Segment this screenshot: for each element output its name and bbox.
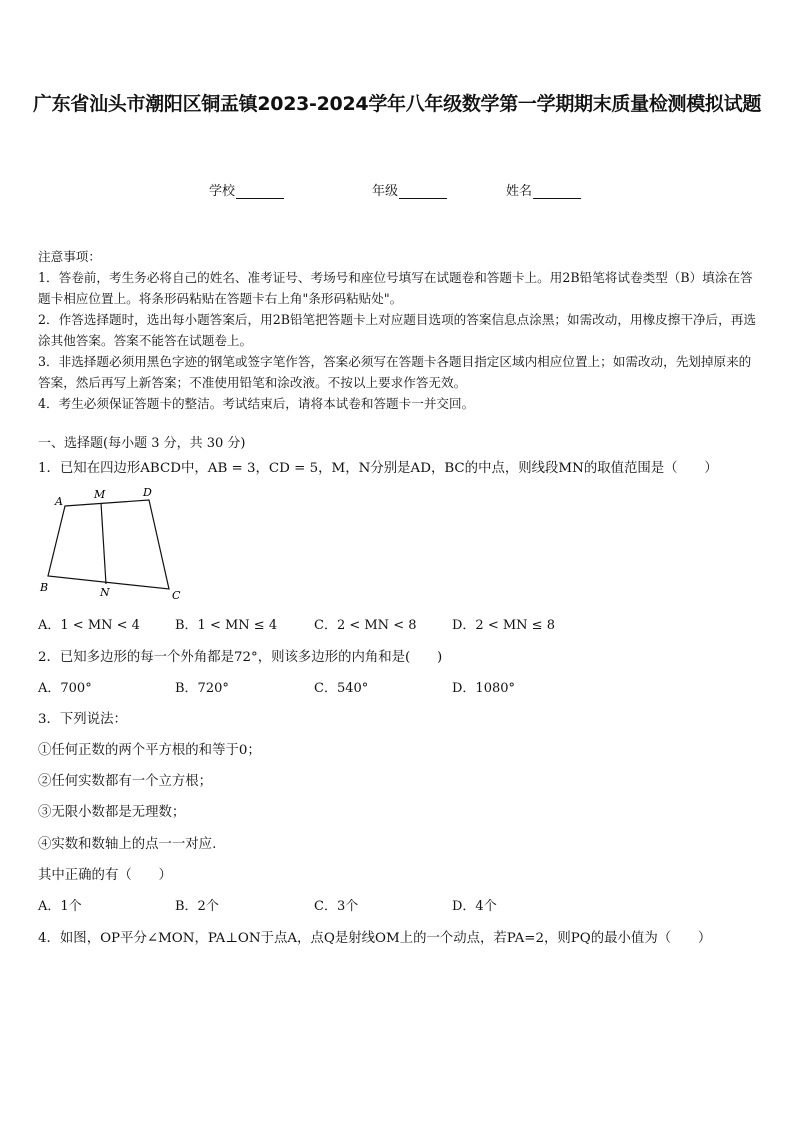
- exam-notes: [38, 246, 758, 414]
- question-4-text: 4．如图，OP平分∠MON，PA⊥ON于点A，点Q是射线OM上的一个动点，若PA=2，则PQ的最小值为（ ）: [38, 931, 712, 946]
- exam-title: 广东省汕头市潮阳区铜盂镇2023-2024学年八年级数学第一学期期末质量检测模拟试题: [32, 93, 762, 115]
- name-field[interactable]: [506, 180, 581, 199]
- q3-statement-3: ③无限小数都是无理数；: [38, 805, 186, 820]
- grade-label: 年级: [372, 184, 399, 199]
- q2-option-b[interactable]: B．720°: [175, 681, 229, 696]
- q2-option-a[interactable]: A．700°: [38, 681, 92, 696]
- school-field[interactable]: [209, 180, 284, 199]
- quadrilateral-figure: [36, 484, 186, 608]
- label-d: D: [143, 486, 152, 499]
- q3-prompt: 其中正确的有（ ）: [38, 868, 172, 883]
- question-1-text: 1．已知在四边形ABCD中，AB = 3，CD = 5，M，N分别是AD，BC的中点，则线段MN的取值范围是（ ）: [38, 461, 718, 476]
- name-blank[interactable]: [533, 184, 581, 199]
- q3-option-d[interactable]: D．4个: [452, 899, 497, 914]
- q2-option-d[interactable]: D．1080°: [452, 681, 516, 696]
- q3-option-a[interactable]: A．1个: [38, 899, 82, 914]
- q3-option-b[interactable]: B．2个: [175, 899, 219, 914]
- name-label: 姓名: [506, 184, 533, 199]
- note-item-4: 4．考生必须保证答题卡的整洁。考试结束后，请将本试卷和答题卡一并交回。: [38, 396, 475, 411]
- label-a: A: [55, 495, 63, 508]
- question-2-options: [38, 677, 758, 697]
- grade-blank[interactable]: [399, 184, 447, 199]
- student-info-row: [0, 180, 794, 200]
- section-title: 一、选择题(每小题 3 分，共 30 分): [38, 436, 246, 451]
- q3-statement-2: ②任何实数都有一个立方根；: [38, 774, 213, 789]
- q1-option-b[interactable]: B．1 < MN ≤ 4: [175, 618, 278, 633]
- q1-option-d[interactable]: D．2 < MN ≤ 8: [452, 618, 555, 633]
- label-c: C: [172, 589, 181, 602]
- note-item-2: 2．作答选择题时，选出每小题答案后，用2B铅笔把答题卡上对应题目选项的答案信息点涂黑；如需改动，用橡皮擦干净后，再选涂其他答案。答案不能答在试题卷上。: [38, 312, 756, 348]
- notes-heading: 注意事项：: [38, 249, 101, 264]
- label-n: N: [100, 586, 110, 599]
- school-label: 学校: [209, 184, 236, 199]
- segment-mn: [101, 503, 106, 584]
- quadrilateral-abcd: [48, 500, 169, 589]
- q2-option-c[interactable]: C．540°: [314, 681, 369, 696]
- note-item-1: 1．答卷前，考生务必将自己的姓名、准考证号、考场号和座位号填写在试题卷和答题卡上。用2B铅笔将试卷类型（B）填涂在答题卡相应位置上。将条形码粘贴在答题卡右上角"条形码粘贴处"。: [38, 270, 753, 306]
- school-blank[interactable]: [236, 184, 284, 199]
- q3-statement-4: ④实数和数轴上的点一一对应.: [38, 837, 217, 852]
- q1-option-c[interactable]: C．2 < MN < 8: [314, 618, 417, 633]
- question-1-options: [38, 614, 758, 634]
- q3-option-c[interactable]: C．3个: [314, 899, 359, 914]
- label-b: B: [40, 581, 49, 594]
- grade-field[interactable]: [372, 180, 447, 199]
- question-3-text: 3．下列说法：: [38, 712, 127, 727]
- note-item-3: 3．非选择题必须用黑色字迹的钢笔或签字笔作答，答案必须写在答题卡各题目指定区域内相应位置上；如需改动，先划掉原来的答案，然后再写上新答案；不准使用铅笔和涂改液。不按以上要求作答无效。: [38, 354, 752, 390]
- question-2-text: 2．已知多边形的每一个外角都是72°，则该多边形的内角和是( ): [38, 650, 443, 665]
- q3-statement-1: ①任何正数的两个平方根的和等于0；: [38, 743, 261, 758]
- q1-option-a[interactable]: A．1 < MN < 4: [38, 618, 140, 633]
- label-m: M: [94, 488, 106, 501]
- question-3-options: [38, 895, 758, 915]
